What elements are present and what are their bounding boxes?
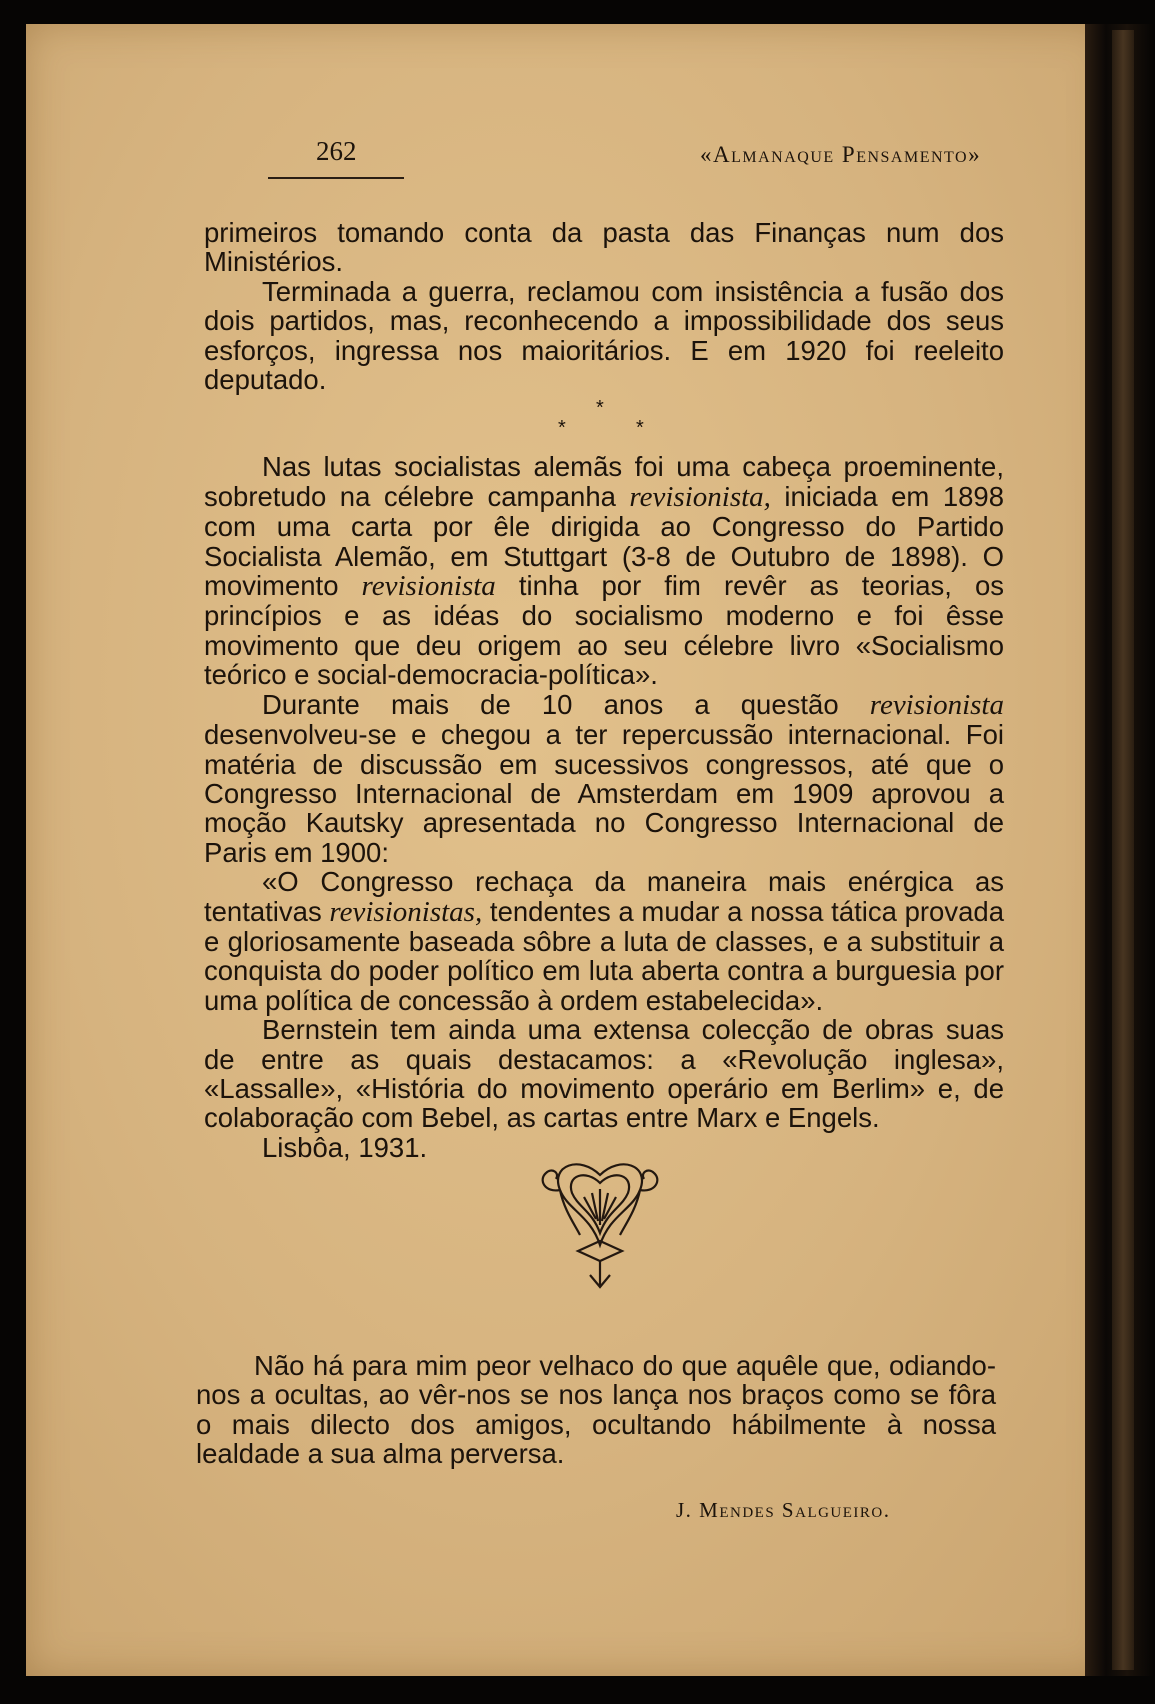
quote-author: J. Mendes Salgueiro. bbox=[676, 1498, 891, 1522]
paragraph-5-italic: revisionistas, bbox=[329, 895, 483, 928]
separator-star-right: * bbox=[636, 417, 644, 440]
paragraph-4-text-a: Durante mais de 10 anos a questão bbox=[262, 688, 870, 720]
section-separator bbox=[204, 394, 1004, 452]
running-title: «Almanaque Pensamento» bbox=[700, 142, 982, 167]
quote-text: Não há para mim peor velhaco do que aquêle que, odiando-nos a ocultas, ao vêr-nos se nos lança nos braços como se fôra o mais dilecto dos amigos, ocultando hábilmente à nossa lealdade a sua alma perversa. bbox=[196, 1350, 996, 1470]
epigraph-quote bbox=[196, 1351, 996, 1469]
paragraph-2: Terminada a guerra, reclamou com insistência a fusão dos dois partidos, mas, reconhecendo a impossibilidade dos seus esforços, ingressa nos maioritários. E em 1920 foi reeleito deputado. bbox=[204, 275, 1004, 396]
gutter-binding-strip bbox=[1112, 30, 1134, 1670]
paragraph-5 bbox=[204, 867, 1004, 1015]
paragraph-3-text-c: tinha por fim revêr as teorias, os princípios e as idéas do socialismo moderno e foi êsse movimento que deu origem ao seu célebre livro «Socialismo teórico e social-democracia-política». bbox=[204, 570, 1004, 691]
header-rule bbox=[268, 177, 404, 179]
paragraph-5-text-a: «O Congresso rechaça da maneira mais enérgica as tentativas bbox=[204, 866, 1004, 927]
paragraph-3-text-b: iniciada em 1898 com uma carta por êle dirigida ao Congresso do Partido Socialista Alemão, em Stuttgart (3-8 de Outubro de 1898). O movimento bbox=[204, 480, 1004, 602]
paragraph-3-text-a: Nas lutas socialistas alemãs foi uma cabeça proeminente, sobretudo na célebre campanha bbox=[204, 451, 1004, 512]
paragraph-5-text-b: tendentes a mudar a nossa tática provada e gloriosamente baseada sôbre a luta de classes, e a substituir a conquista do poder político em luta aberta contra a burguesia por uma política de concessão à ordem estabelecida». bbox=[204, 895, 1004, 1016]
paragraph-6: Bernstein tem ainda uma extensa colecção de obras suas de entre as quais destacamos: a «Revolução inglesa», «Lassalle», «História do movimento operário em Berlim» e, de colaboração com Bebel, as cartas entre Marx e Engels. bbox=[204, 1014, 1004, 1134]
paragraph-7: Lisbôa, 1931. bbox=[262, 1131, 428, 1163]
paragraph-4-text-b: desenvolveu-se e chegou a ter repercussão internacional. Foi matéria de discussão em sucessivos congressos, até que o Congresso Internacional de Amsterdam em 1909 aprovou a moção Kautsky apresentada no Congresso Internacional de Paris em 1900: bbox=[204, 719, 1004, 868]
paragraph-4-italic: revisionista bbox=[869, 688, 1004, 721]
separator-star-left: * bbox=[558, 417, 566, 440]
paragraph-3-italic-a: revisionista, bbox=[629, 480, 771, 513]
page-number: 262 bbox=[316, 136, 357, 166]
paragraph-1: primeiros tomando conta da pasta das Finanças num dos Ministérios. bbox=[204, 217, 1004, 278]
article-body bbox=[204, 218, 1004, 1162]
paragraph-3 bbox=[204, 452, 1004, 689]
paragraph-3-italic-b: revisionista bbox=[361, 570, 496, 603]
paragraph-4 bbox=[204, 690, 1004, 867]
decorative-ornament-icon bbox=[520, 1155, 680, 1295]
separator-star-top: * bbox=[596, 397, 604, 420]
